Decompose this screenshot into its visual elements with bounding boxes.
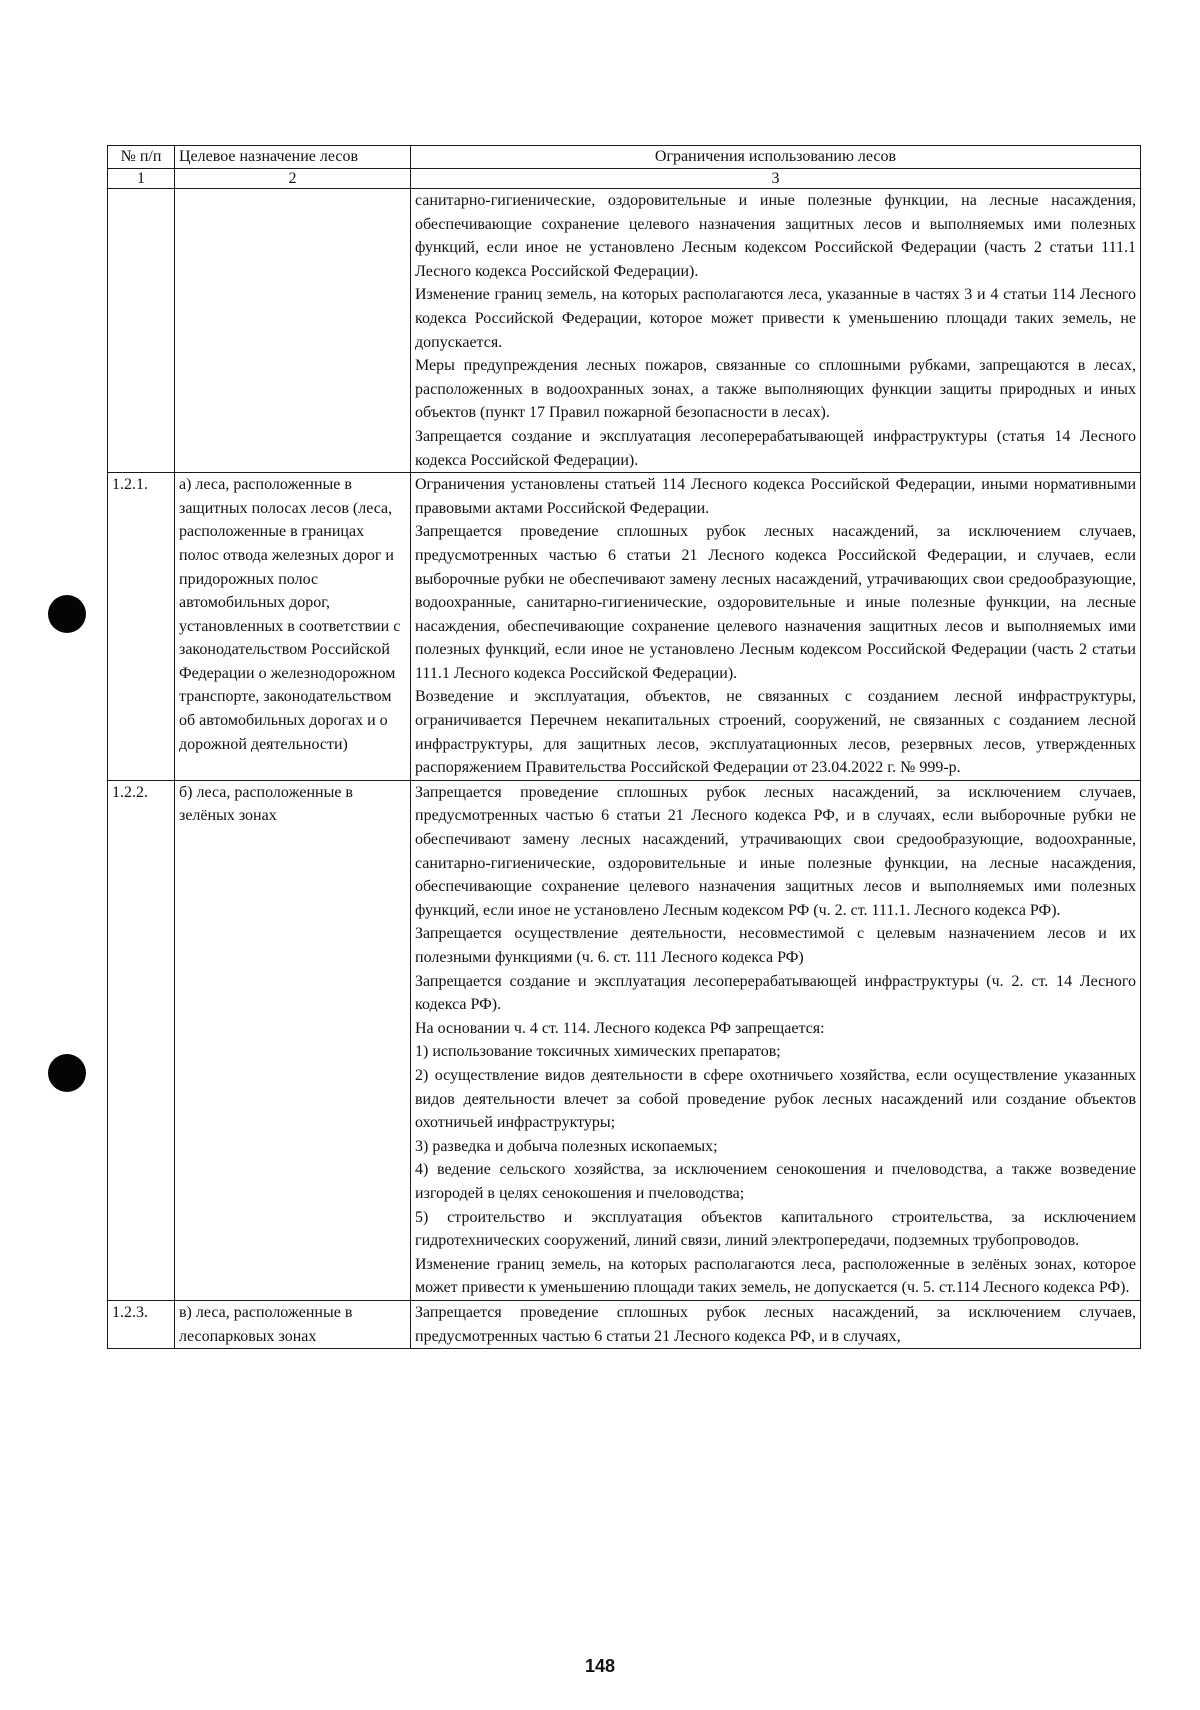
restrictions-table <box>107 145 1141 1349</box>
restriction-paragraph: Запрещается проведение сплошных рубок лесных насаждений, за исключением случаев, предусмотренных частью 6 статьи 21 Лесного кодекса Российской Федерации, и случаев, если выборочные рубки не обеспечивают замену лесных насаждений, утрачивающих свои средообразующие, водоохранные, санитарно-гигиенические, оздоровительные и иные полезные функции, на лесные насаждения, обеспечивающие сохранение целевого назначения защитных лесов и выполняемых ими полезных функций, если иное не установлено Лесным кодексом Российской Федерации (часть 2 статьи 111.1 Лесного кодекса Российской Федерации). <box>415 523 1136 682</box>
header-restrictions: Ограничения использованию лесов <box>411 146 1141 169</box>
restriction-paragraph: Изменение границ земель, на которых располагаются леса, расположенные в зелёных зонах, которое может привести к уменьшению площади таких земель, не допускается (ч. 5. ст.114 Лесного кодекса РФ). <box>415 1255 1136 1297</box>
restriction-paragraph: Запрещается проведение сплошных рубок лесных насаждений, за исключением случаев, предусмотренных частью 6 статьи 21 Лесного кодекса РФ, и в случаях, <box>415 1303 1136 1345</box>
column-number-row <box>108 169 1141 189</box>
restriction-paragraph: Запрещается создание и эксплуатация лесоперерабатывающей инфраструктуры (статья 14 Лесного кодекса Российской Федерации). <box>415 427 1136 469</box>
row-number <box>108 189 175 473</box>
binder-hole-bottom <box>48 1054 86 1092</box>
restriction-list-item: 1) использование токсичных химических препаратов; <box>415 1043 781 1061</box>
row-purpose: а) леса, расположенные в защитных полосах лесов (леса, расположенные в границах полос отвода железных дорог и придорожных полос автомобильных дорог, установленных в соответствии с законодательством Российской Федерации о железнодорожном транспорте, законодательством об автомобильных дорогах и о дорожной деятельности) <box>175 473 411 781</box>
table-row <box>108 189 1141 473</box>
table-row <box>108 1300 1141 1348</box>
column-number: 2 <box>175 169 411 189</box>
row-number: 1.2.1. <box>108 473 175 781</box>
restriction-paragraph: Запрещается осуществление деятельности, несовместимой с целевым назначением лесов и их полезными функциями (ч. 6. ст. 111 Лесного кодекса РФ) <box>415 925 1136 966</box>
table-row <box>108 780 1141 1300</box>
row-purpose: в) леса, расположенные в лесопарковых зонах <box>175 1300 411 1348</box>
restriction-paragraph: Меры предупреждения лесных пожаров, связанные со сплошными рубками, запрещаются в лесах, расположенных в водоохранных зонах, а также выполняющих функции защиты природных и иных объектов (пункт 17 Правил пожарной безопасности в лесах). <box>415 357 1136 422</box>
page-number: 148 <box>584 1656 616 1676</box>
restriction-paragraph: Запрещается создание и эксплуатация лесоперерабатывающей инфраструктуры (ч. 2. ст. 14 Лесного кодекса РФ). <box>415 972 1136 1014</box>
restriction-paragraph: Запрещается проведение сплошных рубок лесных насаждений, за исключением случаев, предусмотренных частью 6 статьи 21 Лесного кодекса РФ, и в случаях, если выборочные рубки не обеспечивают замену лесных насаждений, утрачивающих свои средообразующие, водоохранные, санитарно-гигиенические, оздоровительные и иные полезные функции, на лесные насаждения, обеспечивающие сохранение целевого назначения защитных лесов и выполняемых ими полезных функций, если иное не установлено Лесным кодексом РФ (ч. 2. ст. 111.1. Лесного кодекса РФ). <box>415 783 1136 919</box>
row-number: 1.2.2. <box>108 780 175 1300</box>
restriction-paragraph: Ограничения установлены статьей 114 Лесного кодекса Российской Федерации, иными нормативными правовыми актами Российской Федерации. <box>415 476 1136 517</box>
column-number: 3 <box>411 169 1141 189</box>
table-header-row <box>108 146 1141 169</box>
restriction-list-item: 5) строительство и эксплуатация объектов капитального строительства, за исключением гидротехнических сооружений, линий связи, линий электропередачи, подземных трубопроводов. <box>415 1208 1136 1250</box>
restriction-paragraph: Изменение границ земель, на которых располагаются леса, указанные в частях 3 и 4 статьи 114 Лесного кодекса Российской Федерации, которое может привести к уменьшению площади таких земель, не допускается. <box>415 286 1136 351</box>
row-restrictions <box>411 780 1141 1300</box>
row-restrictions <box>411 189 1141 473</box>
restriction-paragraph: санитарно-гигиенические, оздоровительные и иные полезные функции, на лесные насаждения, обеспечивающие сохранение целевого назначения защитных лесов и выполняемых ими полезных функций, если иное не установлено Лесным кодексом Российской Федерации (часть 2 статьи 111.1 Лесного кодекса Российской Федерации). <box>415 192 1136 280</box>
row-restrictions <box>411 473 1141 781</box>
binder-hole-top <box>48 595 86 633</box>
column-number: 1 <box>108 169 175 189</box>
restriction-list-item: 3) разведка и добыча полезных ископаемых; <box>415 1137 718 1155</box>
restriction-paragraph: Возведение и эксплуатация, объектов, не связанных с созданием лесной инфраструктуры, ограничивается Перечнем некапитальных строений, сооружений, не связанных с созданием лесной инфраструктуры, для защитных лесов, эксплуатационных лесов, резервных лесов, утвержденных распоряжением Правительства Российской Федерации от 23.04.2022 г. № 999-р. <box>415 688 1136 777</box>
row-purpose: б) леса, расположенные в зелёных зонах <box>175 780 411 1300</box>
row-purpose <box>175 189 411 473</box>
restriction-paragraph: На основании ч. 4 ст. 114. Лесного кодекса РФ запрещается: <box>415 1019 825 1037</box>
header-number: № п/п <box>108 146 175 169</box>
header-purpose: Целевое назначение лесов <box>175 146 411 169</box>
restriction-list-item: 4) ведение сельского хозяйства, за исключением сенокошения и пчеловодства, а также возведение изгородей в целях сенокошения и пчеловодства; <box>415 1161 1136 1202</box>
restriction-list-item: 2) осуществление видов деятельности в сфере охотничьего хозяйства, если осуществление указанных видов деятельности влечет за собой проведение рубок лесных насаждений или создание объектов охотничьей инфраструктуры; <box>415 1066 1136 1132</box>
row-number: 1.2.3. <box>108 1300 175 1348</box>
table-row <box>108 473 1141 781</box>
row-restrictions <box>411 1300 1141 1348</box>
